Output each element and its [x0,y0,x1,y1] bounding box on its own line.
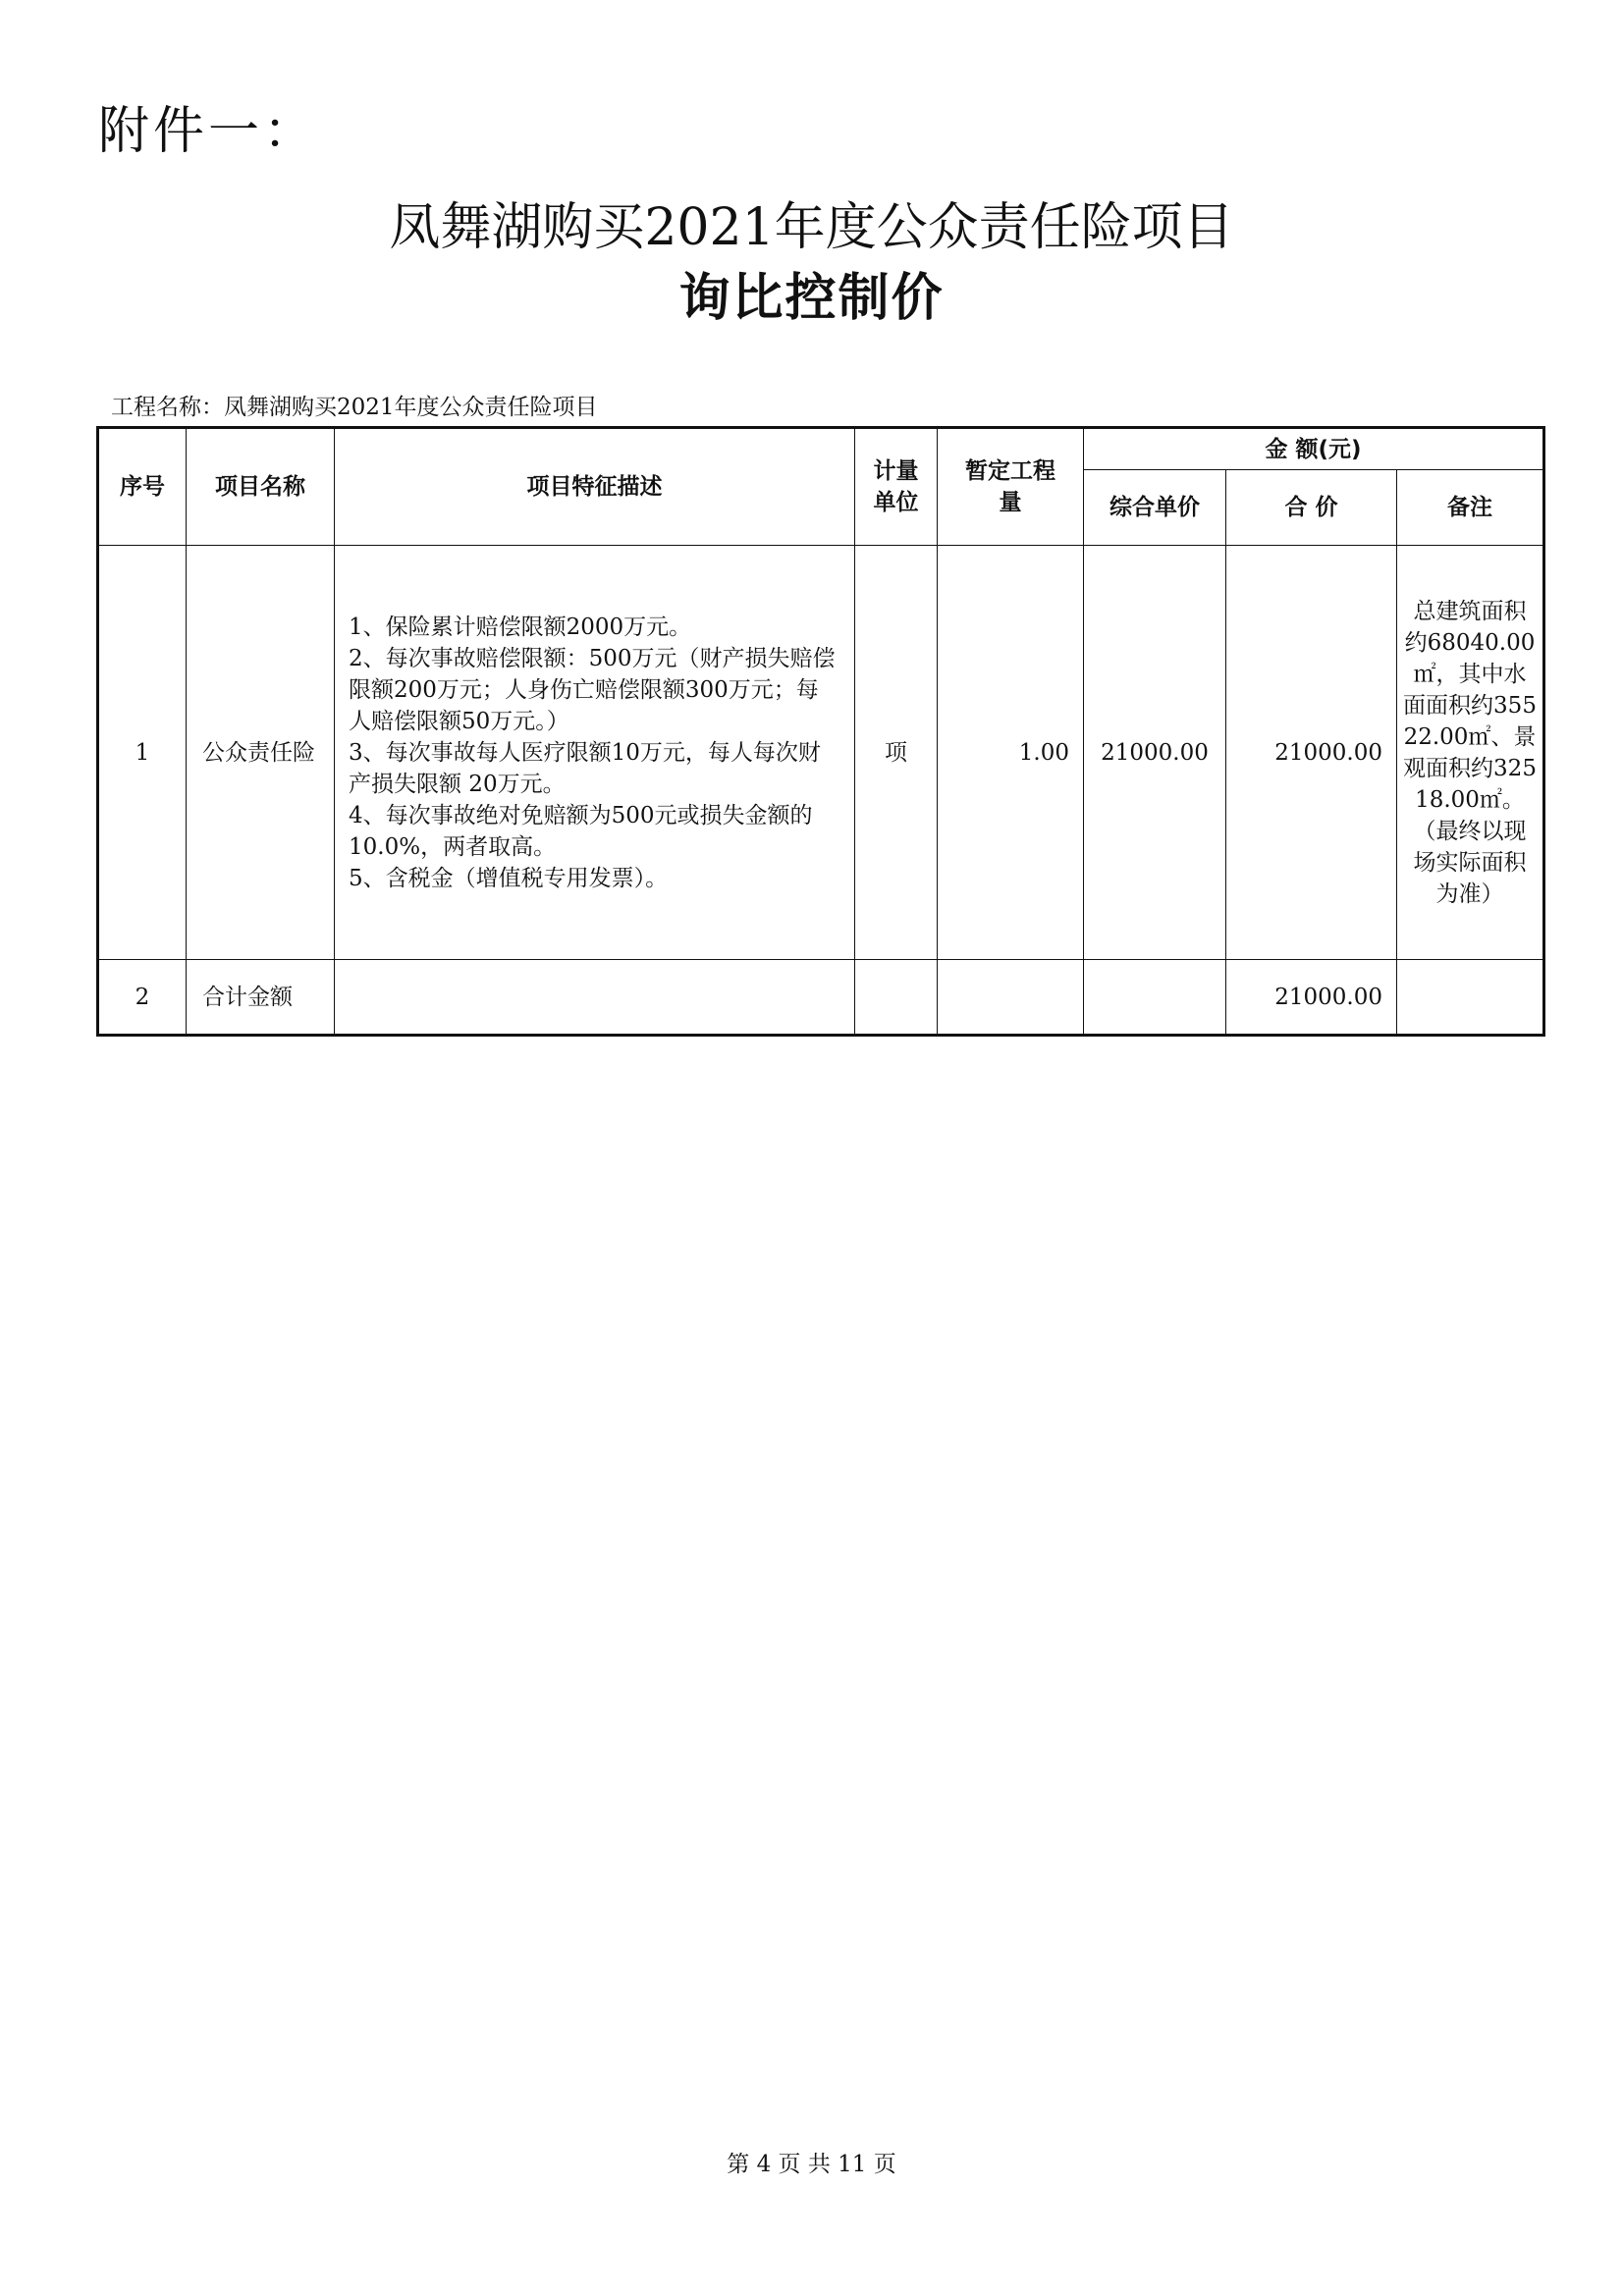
document-subtitle: 询比控制价 [678,268,945,328]
header-description: 项目特征描述 [335,428,855,546]
header-item-name: 项目名称 [187,428,335,546]
cell-grand-total: 21000.00 [1226,960,1397,1036]
description-line: 4、每次事故绝对免赔额为500元或损失金额的10.0%，两者取高。 [349,802,813,860]
header-unit: 计量单位 [855,428,938,546]
cell-quantity: 1.00 [938,546,1084,960]
project-name: 工程名称：凤舞湖购买2021年度公众责任险项目 [111,395,598,420]
cell-unit: 项 [855,546,938,960]
header-quantity: 暂定工程量 [938,428,1084,546]
description-line: 5、含税金（增值税专用发票）。 [349,865,669,891]
cell-total: 21000.00 [1226,546,1397,960]
table-row [98,960,1544,1036]
cell-seq: 2 [98,960,187,1036]
cell-unit-price: 21000.00 [1084,546,1226,960]
document-title: 凤舞湖购买2021年度公众责任险项目 [389,198,1234,257]
cell-unit [855,960,938,1036]
header-row [98,428,1544,470]
header-total: 合 价 [1226,470,1397,546]
cell-description [335,546,855,960]
cell-remark: 总建筑面积约68040.00㎡，其中水面面积约35522.00㎡、景观面积约32518.00㎡。（最终以现场实际面积为准） [1397,546,1544,960]
description-line: 1、保险累计赔偿限额2000万元。 [349,614,692,640]
page-number: 第 4 页 共 11 页 [727,2152,896,2177]
description-line: 2、每次事故赔偿限额：500万元（财产损失赔偿限额200万元；人身伤亡赔偿限额300万元；每人赔偿限额50万元。） [349,645,836,734]
cell-description [335,960,855,1036]
attachment-label: 附件一： [98,102,319,161]
header-remark: 备注 [1397,470,1544,546]
table-row [98,546,1544,960]
price-control-table [96,426,1545,1037]
cell-quantity [938,960,1084,1036]
cell-item-name: 合计金额 [187,960,335,1036]
description-line: 3、每次事故每人医疗限额10万元，每人每次财产损失限额 20万元。 [349,739,821,797]
header-unit-price: 综合单价 [1084,470,1226,546]
cell-item-name: 公众责任险 [187,546,335,960]
cell-seq: 1 [98,546,187,960]
header-seq: 序号 [98,428,187,546]
cell-remark [1397,960,1544,1036]
header-amount-group: 金 额(元) [1084,428,1544,470]
cell-unit-price [1084,960,1226,1036]
